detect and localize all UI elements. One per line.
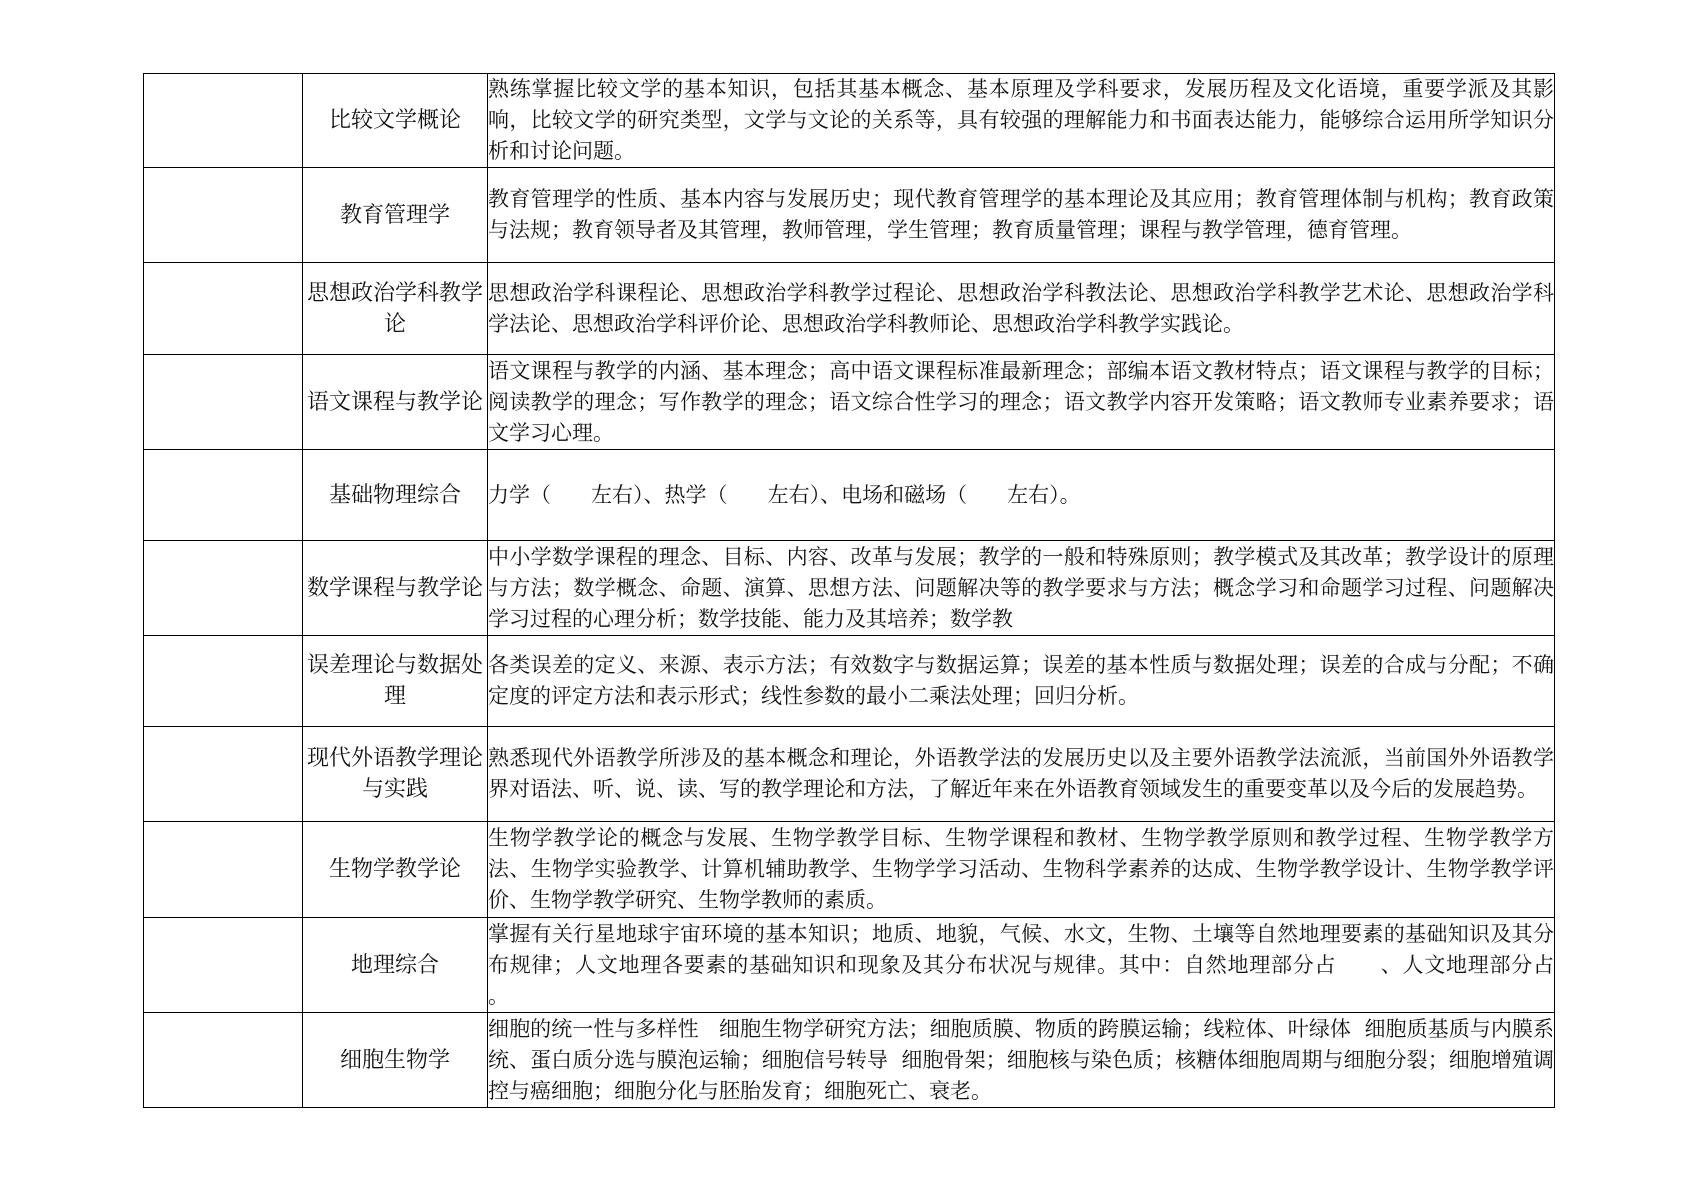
table-row [144,355,1555,450]
course-description: 掌握有关行星地球宇宙环境的基本知识；地质、地貌，气候、水文，生物、土壤等自然地理要素的基础知识及其分布规律；人文地理各要素的基础知识和现象及其分布状况与规律。其中：自然地理部分占 、人文地理部分占 。 [488,918,1555,1013]
course-description: 熟悉现代外语教学所涉及的基本概念和理论，外语教学法的发展历史以及主要外语教学法流派，当前国外外语教学界对语法、听、说、读、写的教学理论和方法，了解近年来在外语教育领域发生的重要变革以及今后的发展趋势。 [488,727,1555,822]
course-name: 教育管理学 [303,168,488,263]
table-row [144,1013,1555,1108]
course-name: 思想政治学科教学论 [303,263,488,355]
course-name: 比较文学概论 [303,74,488,168]
category-cell [144,822,303,918]
course-name: 生物学教学论 [303,822,488,918]
table-row [144,263,1555,355]
category-cell [144,636,303,727]
course-description: 力学（ 左右）、热学（ 左右）、电场和磁场（ 左右）。 [488,450,1555,541]
category-cell [144,450,303,541]
category-cell [144,541,303,636]
course-description: 教育管理学的性质、基本内容与发展历史；现代教育管理学的基本理论及其应用；教育管理体制与机构；教育政策与法规；教育领导者及其管理，教师管理，学生管理；教育质量管理；课程与教学管理，德育管理。 [488,168,1555,263]
table-row [144,168,1555,263]
course-name: 基础物理综合 [303,450,488,541]
category-cell [144,1013,303,1108]
course-description: 生物学教学论的概念与发展、生物学教学目标、生物学课程和教材、生物学教学原则和教学过程、生物学教学方法、生物学实验教学、计算机辅助教学、生物学学习活动、生物科学素养的达成、生物学教学设计、生物学教学评价、生物学教学研究、生物学教师的素质。 [488,822,1555,918]
table-row [144,822,1555,918]
course-description: 细胞的统一性与多样性 细胞生物学研究方法；细胞质膜、物质的跨膜运输；线粒体、叶绿体 细胞质基质与内膜系统、蛋白质分选与膜泡运输；细胞信号转导 细胞骨架；细胞核与染色质；核糖体细胞周期与细胞分裂；细胞增殖调控与癌细胞；细胞分化与胚胎发育；细胞死亡、衰老。 [488,1013,1555,1108]
category-cell [144,168,303,263]
course-description: 思想政治学科课程论、思想政治学科教学过程论、思想政治学科教法论、思想政治学科教学艺术论、思想政治学科学法论、思想政治学科评价论、思想政治学科教师论、思想政治学科教学实践论。 [488,263,1555,355]
course-name: 现代外语教学理论与实践 [303,727,488,822]
table-row [144,636,1555,727]
category-cell [144,355,303,450]
category-cell [144,74,303,168]
syllabus-table [143,73,1595,1108]
table-row [144,450,1555,541]
course-description: 语文课程与教学的内涵、基本理念；高中语文课程标准最新理念；部编本语文教材特点；语文课程与教学的目标；阅读教学的理念；写作教学的理念；语文综合性学习的理念；语文教学内容开发策略；语文教师专业素养要求；语文学习心理。 [488,355,1555,450]
course-description: 各类误差的定义、来源、表示方法；有效数字与数据运算；误差的基本性质与数据处理；误差的合成与分配；不确定度的评定方法和表示形式；线性参数的最小二乘法处理；回归分析。 [488,636,1555,727]
table-row [144,918,1555,1013]
course-name: 误差理论与数据处理 [303,636,488,727]
table-row [144,727,1555,822]
table-row [144,74,1555,168]
course-description: 熟练掌握比较文学的基本知识，包括其基本概念、基本原理及学科要求，发展历程及文化语境，重要学派及其影响，比较文学的研究类型，文学与文论的关系等，具有较强的理解能力和书面表达能力，能够综合运用所学知识分析和讨论问题。 [488,74,1555,168]
category-cell [144,263,303,355]
table-row [144,541,1555,636]
course-name: 细胞生物学 [303,1013,488,1108]
course-description: 中小学数学课程的理念、目标、内容、改革与发展；教学的一般和特殊原则；教学模式及其改革；教学设计的原理与方法；数学概念、命题、演算、思想方法、问题解决等的教学要求与方法；概念学习和命题学习过程、问题解决学习过程的心理分析；数学技能、能力及其培养；数学教 [488,541,1555,636]
category-cell [144,727,303,822]
category-cell [144,918,303,1013]
course-name: 语文课程与教学论 [303,355,488,450]
course-name: 地理综合 [303,918,488,1013]
course-name: 数学课程与教学论 [303,541,488,636]
